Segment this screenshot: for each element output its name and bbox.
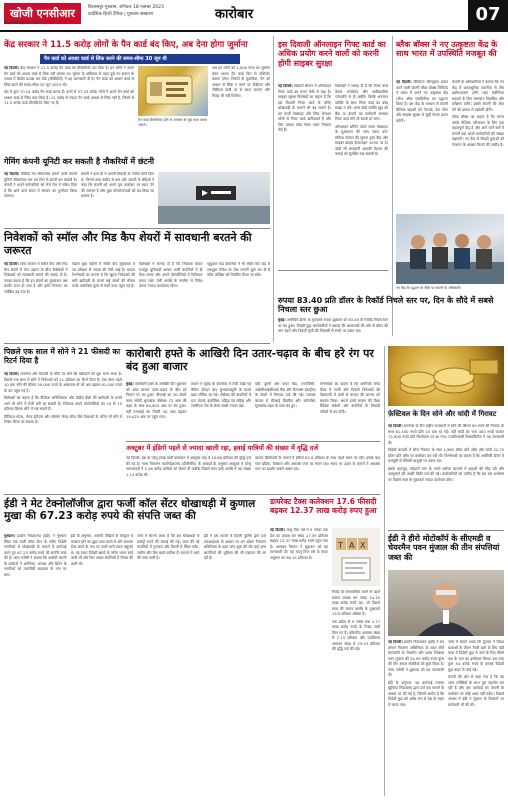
edition-line: प्रादेशिक हिन्दी दैनिक | गुरुग्राम संस्करण [88,12,154,17]
gold-coins-photo [388,346,504,406]
airline-body [126,456,380,490]
munjal-dateline: नई दिल्ली। [388,640,403,644]
airline-headline: अक्टूबर में इंडिगो पहले से ज्यादा खाली रहा, हवाई यात्रियों की संख्या में वृद्धि दर्ज [126,444,319,452]
blackbox-para-2: कंपनी के अधिकारियों ने बताया कि नए केंद्र में अत्याधुनिक तकनीक से लैस प्रयोगशालाएं होंगी जहां इंजीनियर ग्राहकों के लिए समाधान विकसित और परीक्षण करेंगे। इससे कंपनी की सेवा देने की क्षमता में बढ़ोतरी होगी। [452,80,504,112]
munjal-para-1: प्रवर्तन निदेशालय (ईडी) ने धन शोधन निवारण अधिनियम के तहत हीरो मोटोकॉर्प के चेयरमैन और प्रबंध निदेशक पवन मुंजाल की 24.95 करोड़ रुपये मूल्य की तीन अचल संपत्तियों को कुर्क किया है। जांच एजेंसी ने शुक्रवार को यह जानकारी दी। [388,640,444,677]
festive-body [388,424,504,526]
forex-body [278,318,388,344]
divider [126,441,380,442]
ed-callcenter-dateline: गुरुग्राम। [4,534,15,538]
tax-para-3: एक अप्रैल से 9 नवंबर तक 1.77 लाख करोड़ रुपये के रिफंड जारी किए गए हैं। कॉरपोरेट आयकर संग्रह में 7.13 प्रतिशत और व्यक्तिगत आयकर संग्रह में 29.53 प्रतिशत की वृद्धि दर्ज की गई। [332,619,380,651]
blackbox-event-photo [396,214,504,284]
page-number: 07 [468,0,508,30]
pan-kicker: पैन कार्ड को आधार कार्ड से लिंक करने की समय-सीमा 30 जून थी [40,54,240,64]
smallcap-para-3: विशेषज्ञों ने सलाह दी है कि निवेशक केवल मजबूत बुनियादी आधार वाली कंपनियों में ही पैसा लगाएं और अपने पोर्टफोलियो में विविधता बनाए रखें। लंबी अवधि के नजरिए से निवेश करना ज्यादा फायदेमंद रहेगा। [139,262,203,288]
blackbox-dateline: नई दिल्ली। [396,80,412,84]
blackbox-people-illustration [396,214,504,284]
munjal-headline: ईडी ने हीरो मोटोकॉर्प के सीएमडी व चेयरमैन पवन मुंजाल की तीन संपत्तियां जब्त की [388,534,500,562]
tax-dateline: नई दिल्ली। [270,528,285,532]
gaming-col-1 [4,172,77,224]
person-portrait-illustration [388,570,504,636]
forex-col-1 [278,318,388,344]
pan-card-photo [138,66,208,116]
gaming-office-photo [158,172,270,224]
blackbox-col-2 [452,80,504,210]
ed-callcenter-col-1 [4,534,67,796]
blackbox-headline: ब्लैक बॉक्स ने नए उत्कृष्टता केंद्र के साथ भारत में उपस्थिति मजबूत की [396,40,498,59]
masthead [0,0,508,32]
giftcard-headline: इस दिवाली ऑनलाइन गिफ्ट कार्ड का अधिक प्रयोग करने वालों को करनी होगी साइबर सुरक्षा [278,40,386,68]
column-rule [384,346,385,796]
market-para-2: बाजार में सुबह के कारोबार में तेजी देखी गई लेकिन दोपहर बाद मुनाफावसूली के चलते बढ़त सीमित रह गई। सेंसेक्स की कंपनियों में टाटा मोटर्स, इंफोसिस, महिंद्रा एंड महिंद्रा और एचसीएल टेक के शेयर सबसे ज्यादा बढ़े। [190,382,251,408]
tax-col-2 [332,590,380,698]
gold-dateline: नई दिल्ली। [4,372,19,376]
brand-logo: खोजी एनसीआर [4,3,81,24]
munjal-col-2 [448,640,504,796]
smallcap-dateline: नई दिल्ली। [4,262,19,266]
gold-body [4,372,122,490]
tax-col-1 [270,528,328,698]
market-para-4: विश्लेषकों का कहना है कि अमेरिकी बॉन्ड यील्ड में नरमी और विदेशी निवेशकों की बिकवाली में कमी से बाजार की धारणा को समर्थन मिला। अगले हफ्ते बाजार की दिशा वैश्विक संकेतों और कंपनियों के तिमाही नतीजों से तय होगी। [319,382,380,414]
festive-col [388,424,504,526]
forex-headline: रुपया 83.40 प्रति डॉलर के रिकॉर्ड निचले स्तर पर, दिन के सौदे में सबसे निचला स्तर छुआ [278,296,494,315]
column-rule [392,36,393,336]
pan-headline: केंद्र सरकार ने 11.5 करोड़ लोगों के पैन कार्ड बंद किए, अब देना होगा जुर्माना [4,40,248,50]
ed-callcenter-para-2: ईडी के अनुसार, आरोपी पीड़ितों के कंप्यूटर में वायरस होने का झूठा दावा करते थे और समस्या ठीक करने के नाम पर उनसे भारी रकम वसूलते थे। यह रकम विदेशी खातों के जरिए भारत लाई जाती थी और फिर अचल संपत्तियों में निवेश की जाती थी। [70,534,133,566]
blackbox-caption: नए केंद्र के उद्घाटन के मौके पर कंपनी के अधिकारी। [396,286,462,290]
munjal-para-2: ईडी के अनुसार, यह कार्रवाई राजस्व खुफिया निदेशालय द्वारा दर्ज एक मामले के आधार पर की गई है, जिसमें आरोप है कि विदेशी मुद्रा को अवैध रूप से देश के बाहर ले जाया गया। [388,680,444,707]
tax-body-left [270,528,328,698]
tax-body-right [332,590,380,698]
ed-callcenter-para-1: प्रवर्तन निदेशालय (ईडी) ने गुरुग्राम स्थित एक फर्जी कॉल सेंटर के जरिए विदेशी नागरिकों से धोखाधड़ी के मामले में कार्रवाई करते हुए 67.23 करोड़ रुपये की संपत्ति जब्त की है। जांच एजेंसी ने बताया कि आरोपी कंपनी के प्रमोटरों ने अमेरिका, कनाडा और ब्रिटेन के नागरिकों को तकनीकी सहायता के नाम पर ठगा। [4,534,67,577]
gold-col [4,372,122,490]
blackbox-col-1 [396,80,448,210]
gaming-dateline: नई दिल्ली। [4,172,20,176]
smallcap-headline: निवेशकों को स्मॉल और मिड कैप शेयरों में सावधानी बरतने की जरूरत [4,231,252,257]
munjal-para-4: कंपनी की ओर से कहा गया है कि वह जांच एजेंसियों के साथ पूरा सहयोग कर रही है और इस कार्रवाई का कंपनी के कारोबार पर कोई असर नहीं पड़ेगा। पिछले अगस्त में ईडी ने मुंजाल के ठिकानों पर छापेमारी भी की थी। [448,675,504,707]
gold-coins-illustration [388,346,504,406]
ed-callcenter-para-3: जांच में सामने आया है कि इस धोखाधड़ी से करोड़ों रुपये की कमाई की गई। जब्त की गई संपत्तियों में गुरुग्राम और दिल्ली में स्थित फ्लैट, जमीन और बैंक खाते शामिल हैं। मामले में आगे की जांच जारी है। [137,534,200,560]
divider [388,530,504,531]
smallcap-para-2: पिछले कुछ महीनों में स्मॉल कैप सूचकांक में 30 प्रतिशत से ज्यादा की तेजी आई है। बाजार विश्लेषकों का मानना है कि खुदरा निवेशकों की भारी खरीदारी के चलते कई शेयरों की कीमत उनके वास्तविक मूल्य से कहीं ऊपर पहुंच गई है। [71,262,135,288]
munjal-col-1 [388,640,444,796]
gaming-para-2: कंपनी ने हाल ही में अपनी तिमाही के नतीजे जारी किए थे, जिनमें आय उम्मीद से कम रही। कंपनी के सीईओ ने कहा कि कंपनी को अपने मूल कारोबार पर ध्यान देने की जरूरत है और कुछ परियोजनाओं को बंद किया जा सकता है। [81,172,154,198]
gold-para-3: डिजिटल गोल्ड, गोल्ड ईटीएफ और सॉवरेन गोल्ड बॉन्ड जैसे विकल्पों के जरिए भी सोने में निवेश किया जा सकता है। [4,414,122,424]
ed-callcenter-para-4: ईडी ने इस मामले में दिल्ली पुलिस द्वारा दर्ज एफआईआर के आधार पर धन शोधन निवारण अधिनियम के तहत जांच शुरू की थी। कई अन्य आरोपियों की भूमिका की भी पड़ताल की जा रही है। [203,534,266,560]
smallcap-para-4: म्यूचुअल फंड कंपनियों ने भी स्मॉल कैप फंड में एकमुश्त निवेश पर रोक लगानी शुरू कर दी है ताकि जोखिम को नियंत्रित किया जा सके। [206,262,270,277]
divider [4,494,380,495]
divider [278,270,388,271]
market-para-1: कारोबारी हफ्ते के आखिरी दिन शुक्रवार को शेयर बाजार उतार-चढ़ाव के बीच हरे निशान पर बंद हुआ। बीएसई का 30 शेयरों वाला संवेदी सूचकांक सेंसेक्स 72 अंक की बढ़त के साथ 64,904 अंक पर बंद हुआ। वहीं एनएसई का निफ्टी 30 अंक बढ़कर 19,425 अंक पर पहुंच गया। [126,382,187,419]
blackbox-body [396,80,504,210]
giftcard-para-2: विशेषज्ञों ने सलाह दी है कि गिफ्ट कार्ड केवल भरोसेमंद और आधिकारिक प्लेटफॉर्म से ही खरीदें। किसी अनजान व्यक्ति के साथ गिफ्ट कार्ड का कोड साझा न करें। अगर कोई व्यक्ति खुद को बैंक या कंपनी का कर्मचारी बताकर गिफ्ट कार्ड मांगे तो सतर्क हो जाएं। [335,84,388,121]
smallcap-col-1 [4,262,68,340]
brand-tagline: www.khojincr.com [4,20,41,25]
section-title: कारोबार [215,7,254,22]
gaming-para-1: वीडियो गेम सॉफ्टवेयर बनाने वाली कंपनी यूनिटी सॉफ्टवेयर एक बार फिर से छंटनी कर सकती है। कंपनी ने अपने कर्मचारियों को भेजे मेल में संकेत दिया है कि आने वाले समय में संगठन का पुनर्गठन किया जाएगा। [4,172,77,198]
tax-headline: डायरेक्ट टैक्स कलेक्शन 17.6 फीसदी बढ़कर 12.37 लाख करोड़ रुपए हुआ [270,497,377,515]
giftcard-dateline: नई दिल्ली। [278,84,293,88]
market-dateline: मुंबई। [126,382,134,386]
giftcard-para-1: त्योहारी सीजन में ऑनलाइन गिफ्ट कार्ड का चलन तेजी से बढ़ा है। साइबर सुरक्षा विशेषज्ञों का कहना है कि इस दिवाली गिफ्ट कार्ड के जरिए धोखाधड़ी के मामले भी बढ़ सकते हैं। ठग फर्जी वेबसाइट और लिंक भेजकर लोगों से गिफ्ट कार्ड खरीदवाते हैं और फिर उसका कोड लेकर रकम निकाल लेते हैं। [278,84,331,132]
airline-para-1: नई दिल्ली। देश के घरेलू हवाई यात्री यातायात में अक्टूबर माह में 10.86 प्रतिशत की वृद्धि दर्ज की गई है। नागर विमानन महानिदेशालय (डीजीसीए) के आंकड़ों के अनुसार अक्टूबर में घरेलू एयरलाइनों ने 1.26 करोड़ यात्रियों को सेवाएं दीं जबकि पिछले साल इसी अवधि में यह संख्या 1.14 करोड़ थी। [126,456,251,477]
tax-photo [332,528,380,586]
gold-para-2: विशेषज्ञों का कहना है कि वैश्विक अनिश्चितता और केंद्रीय बैंकों की खरीदारी के चलते आगे भी सोने में तेजी बनी रह सकती है। निवेशक अपने पोर्टफोलियो का 10 से 15 प्रतिशत हिस्सा सोने में रख सकते हैं। [4,396,122,411]
giftcard-para-3: ऑनलाइन शॉपिंग करते समय वेबसाइट के यूआरएल की जांच जरूर करें। संदिग्ध लेनदेन की सूचना तुरंत बैंक और साइबर क्राइम हेल्पलाइन 1930 पर दें। थोड़ी सी सावधानी आपकी मेहनत की कमाई को सुरक्षित रख सकती है। [335,124,388,156]
pan-para-2: देश में कुल 70.24 करोड़ पैन कार्ड धारक हैं। इनमें से 57.25 करोड़ लोगों ने अपने पैन कार्ड को आधार कार्ड से लिंक करा लिया है। 12 करोड़ से ज्यादा पैन कार्ड आधार से लिंक नहीं हैं, जिनमें से 11.5 करोड़ कार्ड डीएक्टिवेट किए गए हैं। [4,90,134,105]
tax-para-1: चालू वित्त वर्ष में 9 नवंबर तक देश का प्रत्यक्ष कर संग्रह 17.59 प्रतिशत बढ़कर 12.37 लाख करोड़ रुपये पहुंच गया है। आयकर विभाग ने शुक्रवार को यह जानकारी दी। यह चालू वित्त वर्ष के बजट अनुमान का 58.15 प्रतिशत है। [270,528,328,560]
festive-para-3: इसके बावजूद, त्योहारी मांग के चलते सर्राफा बाजारों में ग्राहकों की भीड़ रही और आभूषणों की अच्छी बिक्री दर्ज की गई। कारोबारियों को उम्मीद है कि इस बार धनतेरस पर पिछले साल के मुकाबले ज्यादा कारोबार होगा। [388,466,504,482]
date-line: बिलासपुर गुरुग्राम, शनिवार 18 नवम्बर 2023 [88,5,164,10]
forex-para-1: अमेरिकी डॉलर के मुकाबले रुपया शुक्रवार को 83.40 के रिकॉर्ड निचले स्तर पर बंद हुआ। विदेशी मुद्रा कारोबारियों ने बताया कि आयातकों की ओर से डॉलर की मांग बढ़ने और विदेशी पूंजी की निकासी से रुपये पर दबाव रहा। [278,318,388,333]
festive-headline: फ़ेस्टिवल के दिन सोने और चांदी में गिरावट [388,410,497,418]
svg-text:X: X [360,541,366,550]
airline-para-2: बाजार हिस्सेदारी के मामले में इंडिगो 62.6 प्रतिशत के साथ पहले स्थान पर रही। इसके बाद एयर इंडिया, विस्तारा और अकासा एयर का स्थान रहा। समय पर उड़ान के मामले में अकासा एयर का प्रदर्शन सबसे अच्छा रहा। [255,456,380,471]
pan-body-col-1 [4,66,134,148]
market-col-1 [126,382,187,438]
divider [4,228,270,229]
gold-para-1: धनतेरस और दिवाली के मौके पर सोने की खरीदारी को शुभ माना जाता है। पिछले एक साल में सोने ने निवेशकों को 21 प्रतिशत का रिटर्न दिया है। एक साल पहले 10 ग्राम सोने की कीमत 50,000 रुपये के आसपास थी जो अब बढ़कर 61,000 रुपये के पार पहुंच गई है। [4,372,122,393]
forex-dateline: मुंबई। [278,318,286,322]
festive-dateline: नई दिल्ली। [388,424,403,428]
gold-headline: पिछले एक साल में सोने ने 21 फीसदी का रिटर्न दिया है [4,347,121,365]
svg-text:A: A [349,541,355,550]
masthead-meta [88,4,164,18]
pan-dateline: नई दिल्ली। [4,66,19,70]
market-body [126,382,380,438]
pan-card-illustration [138,66,208,116]
market-para-3: वहीं, दूसरी ओर पावर ग्रिड, एनटीपीसी, आईसीआईसीआई बैंक और रिलायंस इंडस्ट्रीज के शेयरों में गिरावट दर्ज की गई। व्यापक बाजार में बीएसई मिडकैप और स्मॉलकैप सूचकांक बढ़त के साथ बंद हुए। [255,382,316,408]
festive-para-1: धनतेरस के दिन राष्ट्रीय राजधानी में सोने की कीमत 50 रुपये की गिरावट के साथ 61,400 रुपये प्रति 10 ग्राम रह गई। वहीं चांदी का भाव 400 रुपये घटकर 72,900 रुपये प्रति किलोग्राम पर आ गया। एचडीएफसी सिक्योरिटीज ने यह जानकारी दी। [388,424,504,445]
tax-para-2: रिफंड को समायोजित करने से पहले सकल प्रत्यक्ष कर संग्रह 14.15 लाख करोड़ रुपये रहा, जो पिछले साल की समान अवधि के मुकाबले 15.5 प्रतिशत अधिक है। [332,590,380,616]
blackbox-para-1: डिजिटल सॉल्यूशंस प्रदान करने वाली कंपनी ब्लैक बॉक्स लिमिटेड ने भारत में अपने नए उत्कृष्टता केंद्र (सेंटर ऑफ एक्सीलेंस) का उद्घाटन किया है। इस केंद्र के माध्यम से कंपनी वैश्विक ग्राहकों को नेटवर्क, डेटा सेंटर और साइबर सुरक्षा से जुड़ी सेवाएं प्रदान करेगी। [396,80,448,123]
tax-blocks-illustration [332,528,380,586]
unity-logo-illustration [158,172,270,224]
pan-para-3: अब इन लोगों को 1,000 रुपए का जुर्माना देकर अपना पैन कार्ड फिर से एक्टिवेट कराना होगा। नियमों के मुताबिक, पैन को आधार से लिंक न करने पर टीडीएस और टीसीएस ऊंची दर से काटा जाएगा और रिफंड भी नहीं मिलेगा। [212,66,270,98]
ed-callcenter-body [4,534,266,796]
svg-text:T: T [338,541,343,550]
festive-para-2: विदेशी बाजारों में सोना गिरावट के साथ 1,962 डॉलर प्रति औंस और चांदी 22.75 डॉलर प्रति औंस पर कारोबार कर रही थी। विश्लेषकों का कहना है कि अमेरिकी डॉलर में मजबूती से कीमती धातुओं पर दबाव रहा। [388,448,504,463]
munjal-portrait-photo [388,570,504,636]
pan-para-1: केंद्र सरकार ने 11.5 करोड़ पैन कार्ड को डीएक्टिवेट कर दिया है। इन लोगों ने अपने पैन कार्ड को आधार कार्ड से लिंक नहीं कराया था। सूचना के अधिकार के तहत पूछे गए सवाल के जवाब में केंद्रीय प्रत्यक्ष कर बोर्ड (सीबीडीटी) ने यह जानकारी दी है। पैन कार्ड को आधार कार्ड से लिंक करने की समय-सीमा 30 जून 2023 थी। [4,66,134,87]
blackbox-para-3: ब्लैक बॉक्स का कहना है कि भारत उसके वैश्विक परिचालन के लिए एक महत्वपूर्ण केंद्र है और आने वाले वर्षों में कंपनी यहां अपने कर्मचारियों की संख्या बढ़ाएगी। नए केंद्र से सैकड़ों युवाओं को रोजगार के अवसर मिलने की उम्मीद है। [452,115,504,147]
market-headline: कारोबारी हफ्ते के आखिरी दिन उतार-चढ़ाव के बीच हरे रंग पर बंद हुआ बाजार [126,347,374,373]
divider [4,343,270,344]
pan-caption: पैन कार्ड डीएक्टिवेट होने से आयकर से जुड़े काम अटक जाएंगे। [138,118,207,127]
gaming-headline: गेमिंग कंपनी यूनिटी कर सकती है नौकरियों में छंटनी [4,157,155,166]
pan-body-left [4,66,134,148]
munjal-body [388,640,504,796]
gaming-body [4,172,154,224]
smallcap-para-1: शेयर बाजार में स्मॉल कैप और मिड कैप शेयरों में तेज उछाल के बीच विशेषज्ञों ने निवेशकों को सावधानी बरतने की सलाह दी है। उनका कहना है कि इन शेयरों का मूल्यांकन अब काफी ऊंचा हो गया है और इनमें गिरावट का जोखिम बढ़ गया है। [4,262,68,294]
pan-body-right [212,66,270,148]
column-rule [273,36,274,342]
ed-callcenter-headline: ईडी ने मेट टेक्नोलॉजीज द्वारा फर्जी कॉल सेंटर धोखाधड़ी में कुणाल मुखा की 67.23 करोड़ रुपये की संपत्ति जब्त की [4,498,256,523]
smallcap-body [4,262,270,340]
munjal-para-3: जांच में सामने आया कि मुंजाल ने विदेश यात्राओं के दौरान निजी खर्च के लिए बड़ी मात्रा में विदेशी मुद्रा ले जाने के लिए तीसरे पक्ष के नाम का इस्तेमाल किया। इस तरह कुल 54 करोड़ रुपये के बराबर विदेशी मुद्रा बाहर ले जाई गई। [448,640,504,672]
